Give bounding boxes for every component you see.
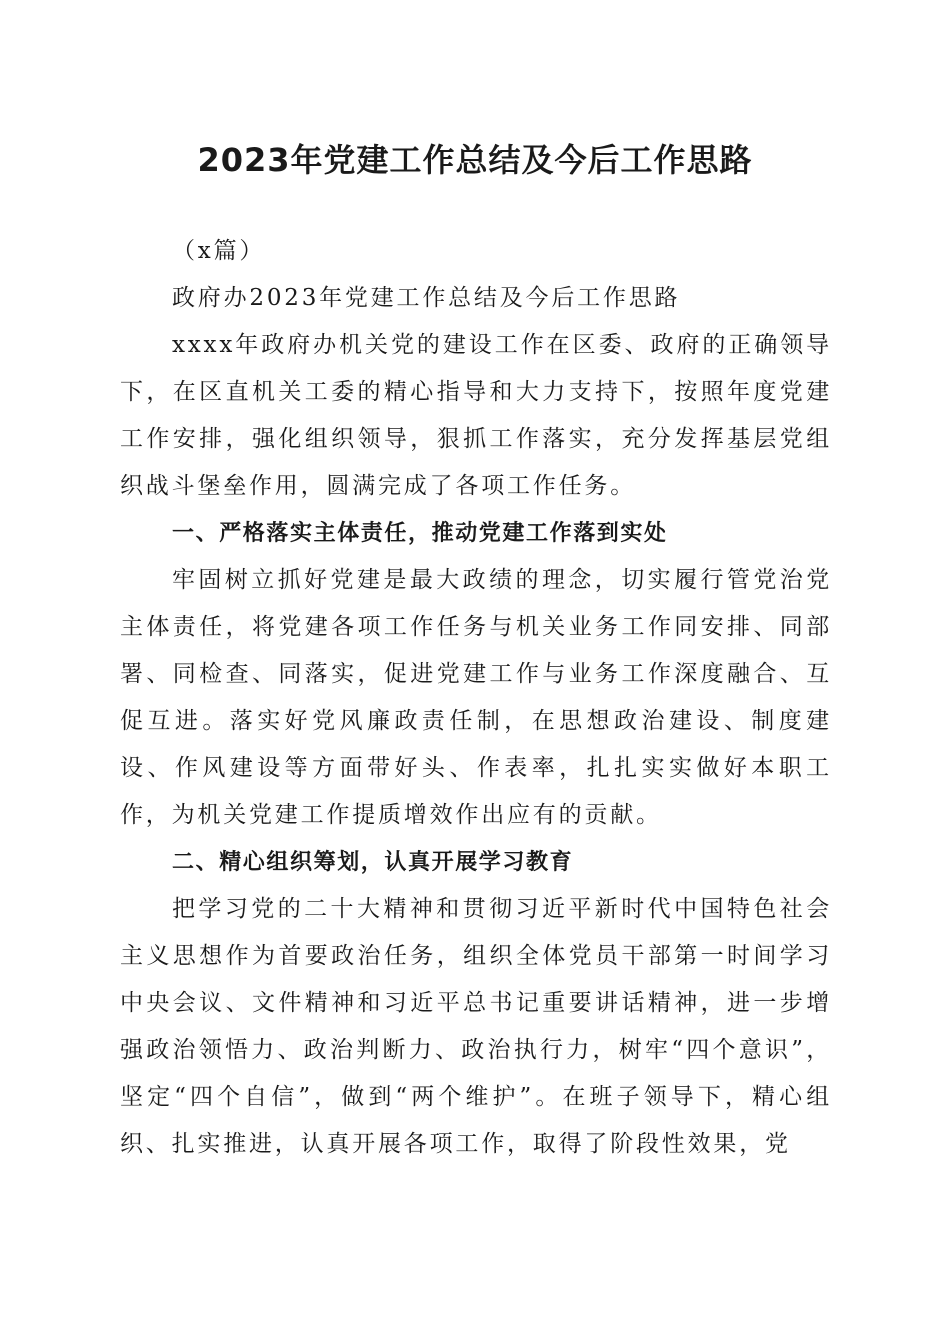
intro-paragraph: xxxx年政府办机关党的建设工作在区委、政府的正确领导下，在区直机关工委的精心指导和大力支持下，按照年度党建工作安排，强化组织领导，狠抓工作落实，充分发挥基层党组织战斗堡垒作用，圆满完成了各项工作任务。 [120, 332, 832, 499]
document-title: 2023年党建工作总结及今后工作思路 [197, 141, 753, 179]
document-note: （x篇） [172, 238, 266, 264]
section-heading-1: 一、严格落实主体责任，推动党建工作落到实处 [172, 521, 668, 546]
section-body-2: 把学习党的二十大精神和贯彻习近平新时代中国特色社会主义思想作为首要政治任务，组织全体党员干部第一时间学习中央会议、文件精神和习近平总书记重要讲话精神，进一步增强政治领悟力、政治判断力、政治执行力，树牢“四个意识”，坚定“四个自信”，做到“两个维护”。在班子领导下，精心组织、扎实推进，认真开展各项工作，取得了阶段性效果，党 [120, 896, 832, 1157]
section-heading-2: 二、精心组织筹划，认真开展学习教育 [172, 850, 574, 875]
section-body-1: 牢固树立抓好党建是最大政绩的理念，切实履行管党治党主体责任，将党建各项工作任务与机关业务工作同安排、同部署、同检查、同落实，促进党建工作与业务工作深度融合、互促互进。落实好党风廉政责任制，在思想政治建设、制度建设、作风建设等方面带好头、作表率，扎扎实实做好本职工作，为机关党建工作提质增效作出应有的贡献。 [120, 567, 832, 828]
document-subtitle: 政府办2023年党建工作总结及今后工作思路 [172, 285, 681, 311]
document-body [120, 228, 832, 1168]
